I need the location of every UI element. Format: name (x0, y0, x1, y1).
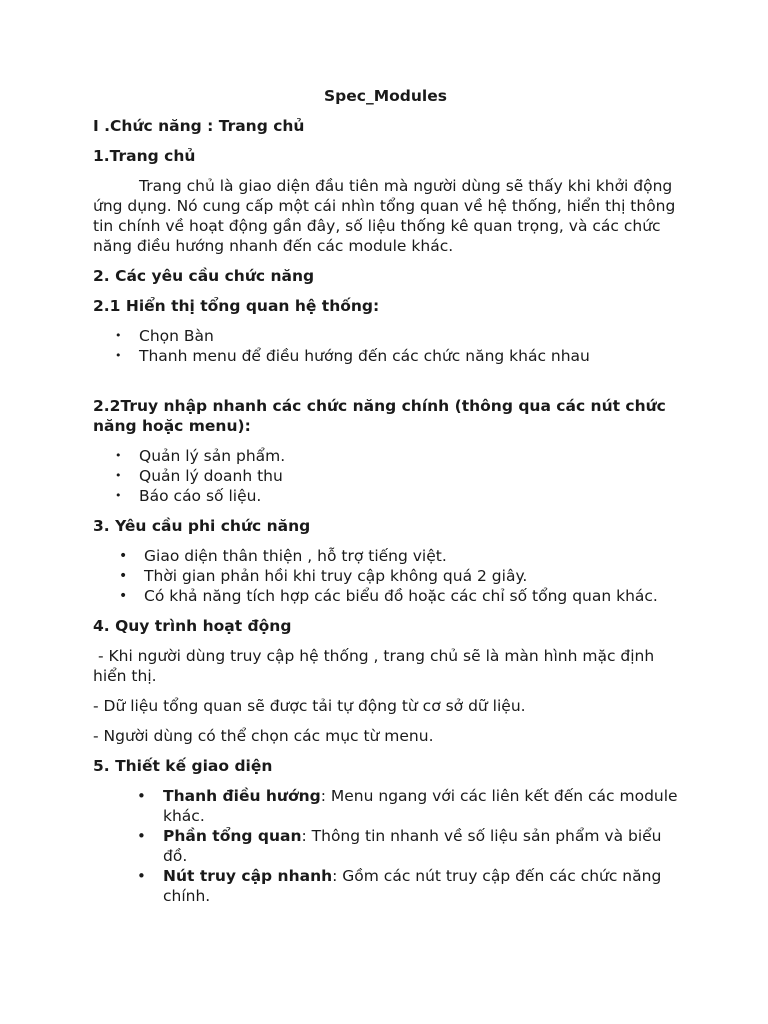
list-item (93, 586, 678, 606)
section-4-line: - Dữ liệu tổng quan sẽ được tải tự động từ cơ sở dữ liệu. (93, 697, 526, 715)
section-4-line: - Khi người dùng truy cập hệ thống , trang chủ sẽ là màn hình mặc định hiển thị. (93, 647, 660, 685)
section-4-line: - Người dùng có thể chọn các mục từ menu. (93, 727, 434, 745)
list-item (93, 826, 678, 866)
bullet-icon: • (119, 588, 128, 604)
bullet-icon: • (115, 489, 122, 502)
section-5-list (93, 786, 678, 906)
list-item-term: Phần tổng quan (163, 827, 302, 845)
list-item-text: Giao diện thân thiện , hỗ trợ tiếng việt. (144, 547, 447, 565)
list-item-text: Có khả năng tích hợp các biểu đồ hoặc các chỉ số tổng quan khác. (144, 587, 658, 605)
list-item-text: Báo cáo số liệu. (139, 487, 262, 505)
section-3-list (93, 546, 678, 606)
list-item-text: Chọn Bàn (139, 327, 214, 345)
section-2-2-heading: 2.2Truy nhập nhanh các chức năng chính (thông qua các nút chức năng hoặc menu): (93, 397, 666, 435)
section-2-heading: 2. Các yêu cầu chức năng (93, 267, 315, 285)
document-title: Spec_Modules (324, 87, 447, 105)
list-item (93, 566, 678, 586)
bullet-icon: • (115, 469, 122, 482)
list-item (93, 446, 678, 466)
section-2-1-heading: 2.1 Hiển thị tổng quan hệ thống: (93, 297, 380, 315)
list-item-text: Quản lý sản phẩm. (139, 447, 286, 465)
bullet-icon: • (115, 349, 122, 362)
section-main-heading: I .Chức năng : Trang chủ (93, 117, 305, 135)
bullet-icon: • (137, 867, 146, 885)
section-3-heading: 3. Yêu cầu phi chức năng (93, 517, 311, 535)
list-item-text: Quản lý doanh thu (139, 467, 283, 485)
bullet-icon: • (119, 568, 128, 584)
list-item-text: Thời gian phản hồi khi truy cập không quá 2 giây. (144, 567, 528, 585)
list-item (93, 546, 678, 566)
list-item (93, 866, 678, 906)
section-2-2-list (93, 446, 678, 506)
list-item (93, 346, 678, 366)
section-1-heading: 1.Trang chủ (93, 147, 196, 165)
bullet-icon: • (115, 329, 122, 342)
bullet-icon: • (115, 449, 122, 462)
spacer (93, 376, 678, 396)
bullet-icon: • (137, 787, 146, 805)
list-item-text: : Thông tin nhanh về số liệu sản phẩm và biểu đồ. (163, 827, 662, 865)
section-5-heading: 5. Thiết kế giao diện (93, 757, 273, 775)
list-item-term: Nút truy cập nhanh (163, 867, 333, 885)
bullet-icon: • (137, 827, 146, 845)
section-4-heading: 4. Quy trình hoạt động (93, 617, 292, 635)
bullet-icon: • (119, 548, 128, 564)
list-item (93, 486, 678, 506)
document-page (93, 86, 678, 916)
list-item-text: Thanh menu để điều hướng đến các chức năng khác nhau (139, 347, 590, 365)
section-1-paragraph: Trang chủ là giao diện đầu tiên mà người dùng sẽ thấy khi khởi động ứng dụng. Nó cung cấp một cái nhìn tổng quan về hệ thống, hiển thị thông tin chính về hoạt động gần đây, số liệu thống kê quan trọng, và các chức năng điều hướng nhanh đến các module khác. (93, 177, 676, 255)
list-item-text: : Gồm các nút truy cập đến các chức năng chính. (163, 867, 662, 905)
list-item-term: Thanh điều hướng (163, 787, 321, 805)
list-item (93, 326, 678, 346)
list-item (93, 466, 678, 486)
section-2-1-list (93, 326, 678, 366)
list-item-text: : Menu ngang với các liên kết đến các module khác. (163, 787, 678, 825)
list-item (93, 786, 678, 826)
